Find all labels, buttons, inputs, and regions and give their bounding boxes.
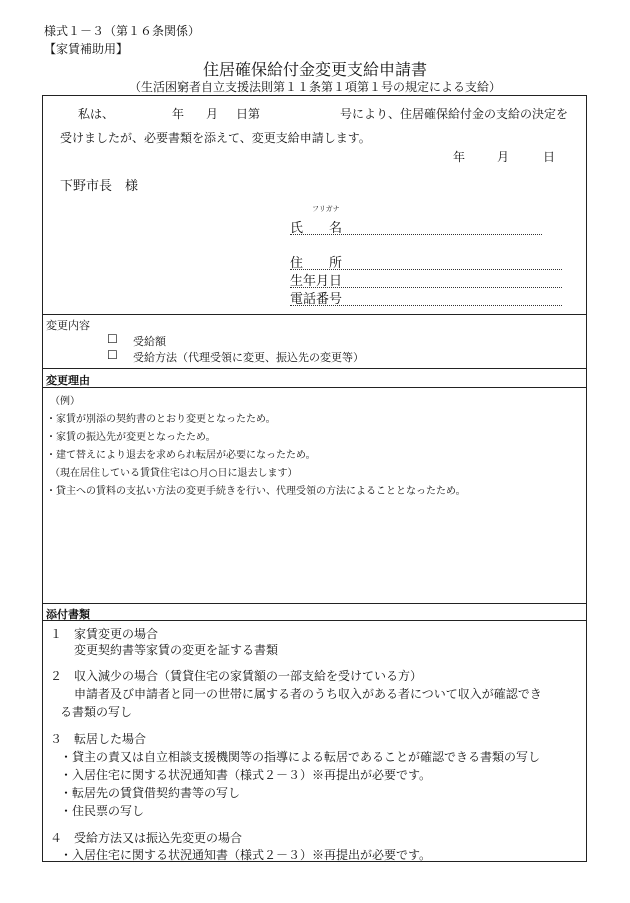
divider-change-content (42, 314, 587, 315)
attach-section-1-body: 変更契約書等家賃の変更を証する書類 (74, 643, 279, 657)
divider-attachments (42, 603, 587, 604)
option-amount-label: 受給額 (133, 335, 166, 348)
sentence-word-i: 私は、 (78, 107, 115, 121)
attach-section-4-item: ・入居住宅に関する状況通知書（様式２－３）※再提出が必要です。 (60, 848, 432, 862)
address-label: 住 所 (290, 256, 343, 271)
date-day-label: 日 (543, 150, 556, 164)
date-year-label: 年 (453, 150, 466, 164)
date-month-label: 月 (497, 150, 510, 164)
reason-line: （例） (50, 396, 80, 407)
attach-section-3-item: ・貸主の責又は自立相談支援機関等の指導による転居であることが確認できる書類の写し (60, 750, 541, 764)
statement-line-2: 受けましたが、必要書類を添えて、変更支給申請します。 (60, 131, 371, 145)
sentence-day-no: 日第 (236, 107, 261, 121)
attach-section-2-body: 申請者及び申請者と同一の世帯に属する者のうち収入がある者について収入が確認でき (74, 687, 542, 701)
name-label: 氏 名 (290, 221, 343, 236)
attach-section-4-title: ４ 受給方法又は振込先変更の場合 (50, 831, 243, 845)
sentence-rest: 号により、住居確保給付金の支給の決定を (340, 107, 569, 121)
form-category: 【家賃補助用】 (44, 42, 129, 56)
addressee: 下野市長 様 (60, 179, 139, 194)
option-method-label: 受給方法（代理受領に変更、振込先の変更等） (133, 351, 364, 364)
checkbox-method[interactable]: ☐ (107, 348, 118, 362)
divider-attachments-heading (42, 620, 587, 621)
attachments-heading: 添付書類 (46, 608, 90, 621)
reason-line: （現在居住している賃貸住宅は○月○日に退去します） (50, 468, 298, 479)
form-number: 様式１－３（第１６条関係） (44, 24, 201, 38)
reason-line: ・家賃が別添の契約書のとおり変更となったため。 (46, 414, 276, 425)
reason-line: ・貸主への賃料の支払い方法の変更手続きを行い、代理受領の方法によることとなったため。 (46, 486, 466, 497)
attach-section-1-title: １ 家賃変更の場合 (50, 627, 159, 641)
furigana-label: フリガナ (312, 205, 340, 213)
page-subtitle: （生活困窮者自立支援法則第１１条第１項第１号の規定による支給） (128, 80, 501, 94)
reason-line: ・建て替えにより退去を求められ転居が必要になったため。 (46, 450, 316, 461)
reason-heading: 変更理由 (46, 374, 90, 387)
attach-section-2-title: ２ 収入減少の場合（賃貸住宅の家賃額の一部支給を受けている方） (50, 669, 423, 683)
attach-section-2-body-cont: る書類の写し (60, 705, 133, 719)
checkbox-amount[interactable]: ☐ (107, 332, 118, 346)
sentence-year: 年 (172, 107, 185, 121)
change-content-heading: 変更内容 (46, 319, 90, 332)
divider-reason-heading (42, 387, 587, 388)
divider-reason (42, 368, 587, 369)
attach-section-3-item: ・入居住宅に関する状況通知書（様式２－３）※再提出が必要です。 (60, 768, 432, 782)
attach-section-3-title: ３ 転居した場合 (50, 732, 147, 746)
sentence-month: 月 (206, 107, 219, 121)
reason-line: ・家賃の振込先が変更となったため。 (46, 432, 216, 443)
attach-section-3-item: ・転居先の賃貸借契約書等の写し (60, 786, 241, 800)
name-field-line[interactable] (290, 234, 542, 235)
page-title: 住居確保給付金変更支給申請書 (202, 60, 427, 79)
phone-field-line[interactable] (290, 305, 562, 306)
phone-label: 電話番号 (290, 292, 343, 307)
birthdate-label: 生年月日 (290, 274, 343, 289)
attach-section-3-item: ・住民票の写し (60, 804, 145, 818)
